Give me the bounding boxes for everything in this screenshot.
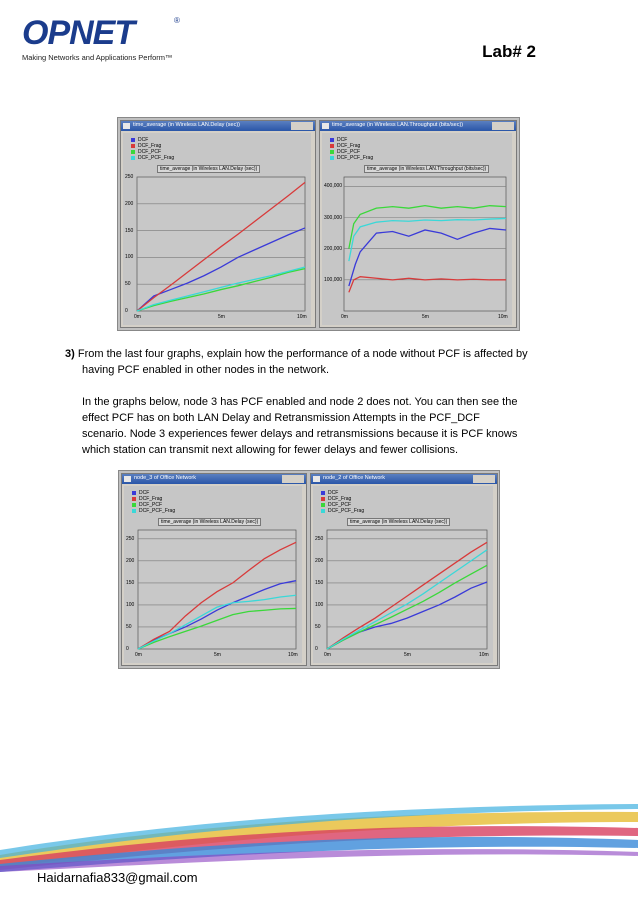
window-buttons[interactable] [492,122,514,130]
chart-window-node3 [121,473,307,666]
legend-label: DCF_PCF [138,149,162,155]
y-tick-label: 150 [125,227,134,234]
y-tick-label: 200 [126,557,135,564]
window-title: time_average (in Wireless LAN.Delay (sec)) [133,122,240,128]
chart-window-throughput [319,120,517,328]
y-tick-label: 50 [125,281,131,288]
legend-label: DCF [139,490,150,496]
y-tick-label: 400,000 [324,183,343,190]
x-tick-label: 0m [135,652,142,658]
chart-window-node2 [310,473,498,666]
y-tick-label: 100 [125,254,134,261]
window-buttons[interactable] [291,122,313,130]
x-tick-label: 5m [214,652,221,658]
legend-label: DCF_PCF [337,149,361,155]
window-buttons[interactable] [473,475,495,483]
question-line-1 [65,346,528,362]
window-icon [124,476,131,482]
y-tick-label: 250 [125,174,134,180]
chart-title: time_average (in Wireless LAN.Delay (sec)) [347,518,450,526]
window-icon [322,123,329,129]
window-icon [123,123,130,129]
x-tick-label: 5m [404,652,411,658]
legend-label: DCF [138,137,149,143]
window-title: time_average (in Wireless LAN.Throughput (bits/sec)) [332,122,464,128]
chart-delay [123,133,311,325]
x-tick-label: 10m [288,652,298,658]
decorative-swoosh [0,800,638,872]
y-tick-label: 300,000 [324,214,343,221]
legend-label: DCF_PCF_Frag [337,155,374,161]
legend-label: DCF [337,137,348,143]
window-titlebar [320,121,516,131]
y-tick-label: 200 [315,557,324,564]
logo-tagline: Making Networks and Applications Perform™ [22,53,173,62]
question-line-2: having PCF enabled in other nodes in the network. [82,364,330,376]
answer-line-4: which station can transmit next allowing for fewer delays and fewer collisions. [82,444,459,456]
logo-text: OPNET [22,14,135,52]
logo-registered-mark: ® [174,16,180,25]
y-tick-label: 250 [315,535,324,542]
opnet-logo [22,14,192,64]
legend-label: DCF_PCF_Frag [139,508,176,514]
y-tick-label: 200,000 [324,245,343,252]
x-tick-label: 5m [218,314,225,320]
chart-node2-delay [313,486,493,663]
answer-line-3: scenario. Node 3 experiences fewer delays and retransmissions because it is PCF knows [82,428,518,440]
legend-label: DCF_Frag [138,143,162,149]
x-tick-label: 0m [324,652,331,658]
answer-line-2: effect PCF has on both LAN Delay and Retransmission Attempts in the PCF_DCF [82,412,480,424]
y-tick-label: 0 [125,308,128,314]
answer-line-1: In the graphs below, node 3 has PCF enabled and node 2 does not. You can then see the [82,396,518,408]
chart-window-delay [120,120,316,328]
chart-svg [322,133,512,325]
window-titlebar [122,474,306,484]
chart-title: time_average (in Wireless LAN.Delay (sec)) [157,165,260,173]
y-tick-label: 50 [315,623,321,630]
x-tick-label: 0m [134,314,141,320]
x-tick-label: 10m [297,314,307,320]
x-tick-label: 10m [479,652,489,658]
chart-node3-delay [124,486,302,663]
window-buttons[interactable] [282,475,304,483]
y-tick-label: 0 [126,646,129,652]
top-figure [117,117,520,331]
legend-label: DCF_PCF_Frag [328,508,365,514]
y-tick-label: 100,000 [324,276,343,283]
y-tick-label: 150 [126,579,135,586]
y-tick-label: 250 [126,535,135,542]
y-tick-label: 50 [126,623,132,630]
y-tick-label: 0 [315,646,318,652]
chart-svg [124,486,302,663]
chart-throughput [322,133,512,325]
legend-label: DCF_PCF [139,502,163,508]
footer-email: Haidarnafia833@gmail.com [37,870,198,885]
window-titlebar [121,121,315,131]
window-icon [313,476,320,482]
plot-frame [344,177,506,311]
legend-label: DCF [328,490,339,496]
window-title: node_3 of Office Network [134,475,196,481]
legend-label: DCF_Frag [337,143,361,149]
chart-svg [123,133,311,325]
legend-label: DCF_PCF [328,502,352,508]
y-tick-label: 100 [126,601,135,608]
legend-label: DCF_Frag [139,496,163,502]
question-text: From the last four graphs, explain how the performance of a node without PCF is affected by [77,348,528,360]
y-tick-label: 100 [315,601,324,608]
lab-label: Lab# 2 [482,42,536,61]
plot-frame [327,530,487,649]
legend-label: DCF_Frag [328,496,352,502]
x-tick-label: 10m [498,314,508,320]
window-titlebar [311,474,497,484]
question-number: 3) [65,348,75,360]
chart-title: time_average (in Wireless LAN.Throughput (bits/sec)) [364,165,489,173]
legend-label: DCF_PCF_Frag [138,155,175,161]
bottom-figure [118,470,500,669]
y-tick-label: 200 [125,200,134,207]
chart-title: time_average (in Wireless LAN.Delay (sec)) [158,518,261,526]
y-tick-label: 150 [315,579,324,586]
plot-frame [138,530,296,649]
x-tick-label: 5m [422,314,429,320]
window-title: node_2 of Office Network [323,475,385,481]
chart-svg [313,486,493,663]
x-tick-label: 0m [341,314,348,320]
